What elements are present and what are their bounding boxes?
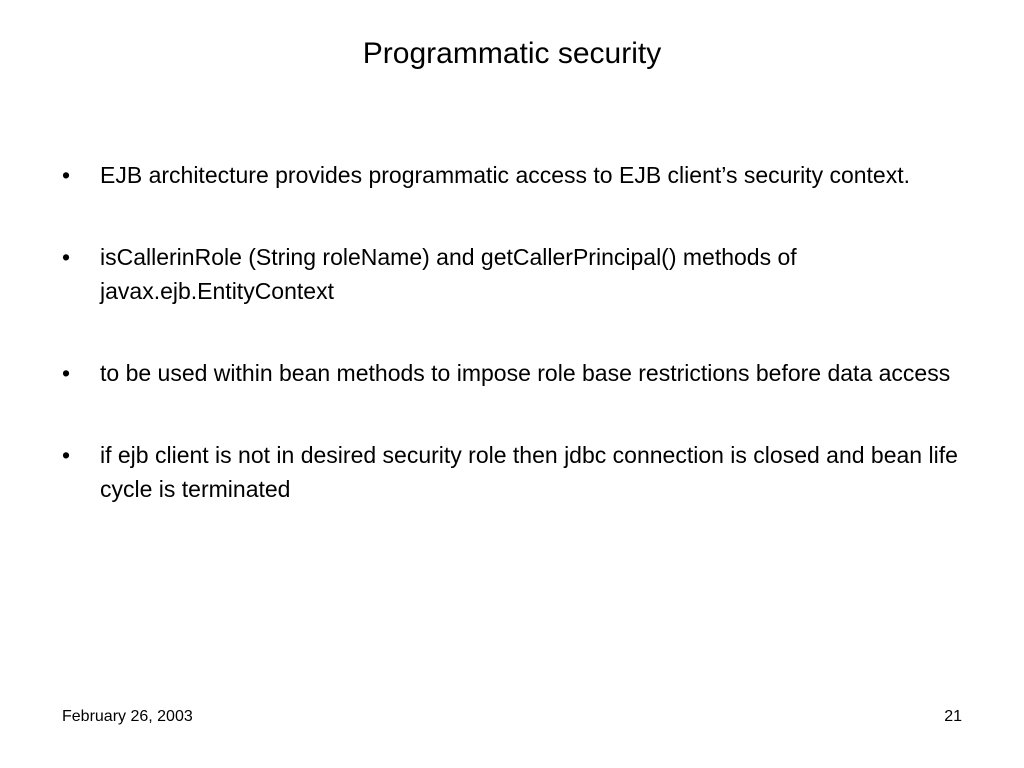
footer-date: February 26, 2003	[62, 708, 193, 725]
bullet-item	[62, 158, 972, 192]
footer-page-number: 21	[944, 708, 962, 725]
bullet-item	[62, 356, 972, 390]
bullet-text: isCallerinRole (String roleName) and getCallerPrincipal() methods of javax.ejb.EntityContext	[100, 244, 797, 304]
bullet-text: if ejb client is not in desired security role then jdbc connection is closed and bean life cycle is terminated	[100, 442, 958, 502]
bullet-text: to be used within bean methods to impose role base restrictions before data access	[100, 360, 951, 386]
bullet-dot-icon: •	[62, 244, 71, 270]
bullet-dot-icon: •	[62, 360, 71, 386]
bullet-dot-icon: •	[62, 162, 71, 188]
bullet-item	[62, 438, 972, 506]
bullet-item	[62, 240, 972, 308]
bullet-dot-icon: •	[62, 442, 71, 468]
slide-title: Programmatic security	[362, 37, 662, 70]
bullet-text: EJB architecture provides programmatic access to EJB client’s security context.	[100, 162, 911, 188]
bullet-list	[62, 158, 972, 554]
